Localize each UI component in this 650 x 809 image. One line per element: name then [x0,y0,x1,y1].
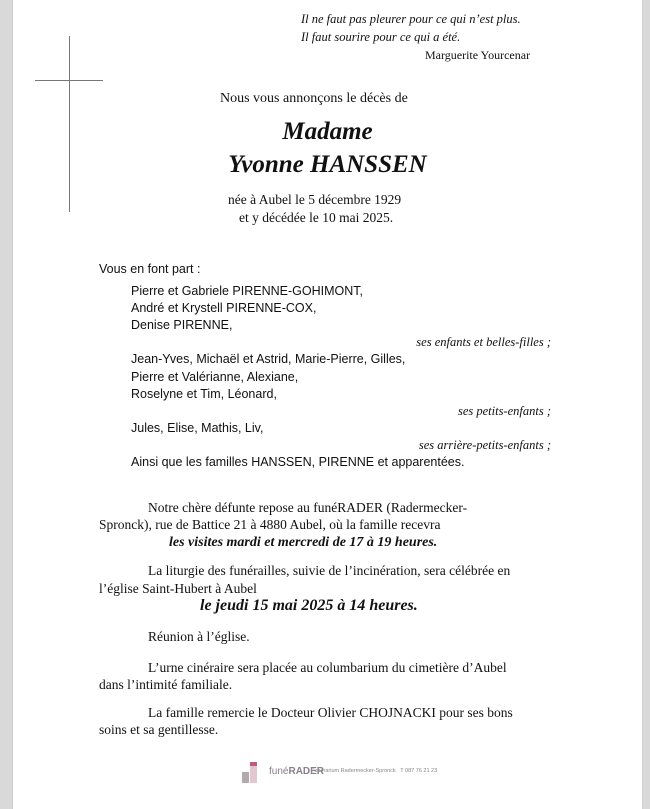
brand-contact [311,768,437,774]
brand-phone: T 087 76 21 23 [400,768,438,774]
grandchildren-1: Jean-Yves, Michaël et Astrid, Marie-Pierre, Gilles, [131,352,406,366]
repose-line-1: Notre chère défunte repose au funéRADER (Radermecker- [148,500,468,515]
cross-icon-horizontal [35,80,103,81]
grandchildren-2: Pierre et Valérianne, Alexiane, [131,370,299,384]
liturgy-line-2: l’église Saint-Hubert à Aubel [99,581,257,596]
children-label: ses enfants et belles-filles ; [416,335,551,349]
death-info: et y décédée le 10 mai 2025. [239,210,394,225]
quote-line-1: Il ne faut pas pleurer pour ce qui n’est plus. [301,12,521,26]
birth-info: née à Aubel le 5 décembre 1929 [228,192,402,207]
quote-author: Marguerite Yourcenar [425,48,531,62]
thanks-line-1: La famille remercie le Docteur Olivier CHOJNACKI pour ses bons [148,705,513,720]
child-3: Denise PIRENNE, [131,318,233,332]
child-2: André et Krystell PIRENNE-COX, [131,301,317,315]
grandchildren-label: ses petits-enfants ; [457,404,551,418]
brand-company: Funérarium Radermecker-Spronck [311,768,396,774]
funerader-logo-icon [241,760,267,786]
repose-line-2: Spronck), rue de Battice 21 à 4880 Aubel, où la famille recevra [99,517,441,532]
quote-line-2: Il faut sourire pour ce qui a été. [301,30,461,44]
deceased-title: Madame [282,118,373,145]
obituary-page [12,0,643,809]
reunion-note: Réunion à l’église. [148,629,250,644]
brand-prefix: funé [269,766,289,777]
liturgy-line-1: La liturgie des funérailles, suivie de l’incinération, sera célébrée en [148,563,511,578]
urn-line-2: dans l’intimité familiale. [99,677,233,692]
thanks-line-2: soins et sa gentillesse. [99,722,219,737]
deceased-name: Yvonne HANSSEN [228,151,427,178]
family-intro: Vous en font part : [99,262,201,276]
brand-name: RADER [288,766,325,777]
announcement: Nous vous annonçons le décès de [220,91,408,106]
child-1: Pierre et Gabriele PIRENNE-GOHIMONT, [131,284,363,298]
urn-line-1: L’urne cinéraire sera placée au columbarium du cimetière d’Aubel [148,660,507,675]
great-grandchildren-label: ses arrière-petits-enfants ; [418,438,551,452]
grandchildren-3: Roselyne et Tim, Léonard, [131,387,277,401]
visit-hours: les visites mardi et mercredi de 17 à 19 heures. [169,535,438,550]
great-grandchildren: Jules, Elise, Mathis, Liv, [131,421,264,435]
funeral-date: le jeudi 15 mai 2025 à 14 heures. [200,597,418,614]
other-families: Ainsi que les familles HANSSEN, PIRENNE et apparentées. [131,455,465,469]
